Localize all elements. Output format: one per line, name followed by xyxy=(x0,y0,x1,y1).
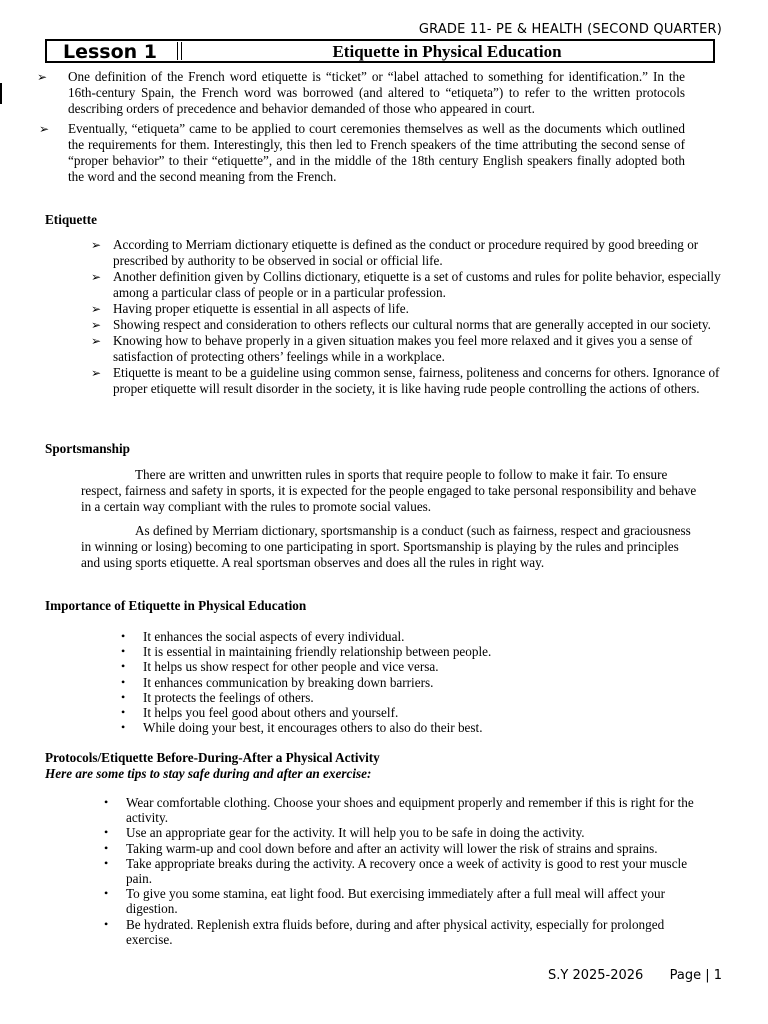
protocols-list xyxy=(104,795,704,947)
arrow-bullet-icon: ➢ xyxy=(91,270,102,284)
list-item: • It helps us show respect for other people and vice versa. xyxy=(121,659,439,675)
intro-paragraph xyxy=(37,69,685,117)
bullet-dot-icon: • xyxy=(104,916,109,931)
arrow-bullet-icon: ➢ xyxy=(91,238,102,252)
list-item: ➢ Another definition given by Collins dictionary, etiquette is a set of customs and rules for polite behavior, especially among a particular class of people or in a particular profession. xyxy=(91,269,721,300)
sportsmanship-body xyxy=(81,467,701,579)
bullet-dot-icon: • xyxy=(104,886,109,901)
arrow-bullet-icon: ➢ xyxy=(91,334,102,348)
bullet-dot-icon: • xyxy=(104,795,109,809)
lesson-number: Lesson 1 xyxy=(63,41,158,63)
list-item: ➢ According to Merriam dictionary etiquette is defined as the conduct or procedure required by good breeding or prescribed by authority to be observed in social or official life. xyxy=(91,237,699,268)
bullet-dot-icon: • xyxy=(104,825,109,840)
intro-text: One definition of the French word etiquette is “ticket” or “label attached to something for identification.” In the 16th-century Spain, the French word was borrowed (and altered to “etiqueta”) to refer to the written protocols describing orders of precedence and behavior demanded of those who appeared in court. xyxy=(68,69,685,116)
list-item: • To give you some stamina, eat light food. But exercising immediately after a full meal will affect your digestion. xyxy=(104,886,665,917)
etiquette-heading: Etiquette xyxy=(45,212,98,227)
list-item: ➢ Showing respect and consideration to others reflects our cultural norms that are generally accepted in our society. xyxy=(91,317,711,332)
footer xyxy=(548,968,722,983)
sportsmanship-paragraph: As defined by Merriam dictionary, sportsmanship is a conduct (such as fairness, respect and graciousness in winning or losing) becoming to one participating in sport. Sportsmanship is playing by the rules and principles and using sports etiquette. A real sportsman observes and does all the rules in right way. xyxy=(81,523,691,570)
bullet-dot-icon: • xyxy=(121,674,126,689)
importance-list xyxy=(121,629,721,735)
bullet-dot-icon: • xyxy=(121,689,126,704)
bullet-dot-icon: • xyxy=(104,840,109,855)
intro-section xyxy=(37,69,685,185)
header-grade: GRADE 11- PE & HEALTH (SECOND QUARTER) xyxy=(418,22,722,37)
list-item: ➢ Knowing how to behave properly in a given situation makes you feel more relaxed and it gives you a sense of satisfaction of protecting others’ feelings while in a workplace. xyxy=(91,333,693,364)
list-item: • It is essential in maintaining friendly relationship between people. xyxy=(121,644,492,660)
list-item: • While doing your best, it encourages others to also do their best. xyxy=(121,720,483,736)
sportsmanship-paragraph: There are written and unwritten rules in sports that require people to follow to make it fair. To ensure respect, fairness and safety in sports, it is expected for the people engaged to take personal responsibility and behave in a certain way compliant with the rules to promote social values. xyxy=(81,467,697,514)
margin-cursor-mark xyxy=(0,83,2,104)
list-item: • It enhances communication by breaking down barriers. xyxy=(121,674,434,690)
bullet-dot-icon: • xyxy=(121,644,126,659)
list-item: • It protects the feelings of others. xyxy=(121,689,314,705)
arrow-bullet-icon: ➢ xyxy=(91,302,102,316)
arrow-bullet-icon: ➢ xyxy=(37,70,48,84)
list-item: • Use an appropriate gear for the activity. It will help you to be safe in doing the activity. xyxy=(104,825,585,841)
importance-heading: Importance of Etiquette in Physical Education xyxy=(45,598,307,613)
intro-paragraph xyxy=(37,121,685,185)
bullet-dot-icon: • xyxy=(121,720,126,735)
protocols-subheading: Here are some tips to stay safe during and after an exercise: xyxy=(45,766,372,781)
arrow-bullet-icon: ➢ xyxy=(39,122,50,136)
bullet-dot-icon: • xyxy=(121,705,126,720)
arrow-bullet-icon: ➢ xyxy=(91,366,102,380)
etiquette-list xyxy=(91,237,725,397)
page-number: Page | 1 xyxy=(669,968,722,983)
bullet-dot-icon: • xyxy=(121,659,126,674)
arrow-bullet-icon: ➢ xyxy=(91,318,102,332)
list-item: • Take appropriate breaks during the activity. A recovery once a week of activity is good to rest your muscle pain. xyxy=(104,855,688,887)
bullet-dot-icon: • xyxy=(121,629,126,643)
list-item: • It enhances the social aspects of every individual. xyxy=(121,629,405,644)
list-item: • Wear comfortable clothing. Choose your shoes and equipment properly and remember if this is right for the activity. xyxy=(104,795,694,826)
school-year: S.Y 2025-2026 xyxy=(548,968,644,983)
protocols-heading: Protocols/Etiquette Before-During-After a Physical Activity xyxy=(45,750,380,765)
intro-text: Eventually, “etiqueta” came to be applied to court ceremonies themselves as well as the documents which outlined the requirements for them. Interestingly, this then led to French speakers of the time attributing the second sense of “proper behavior” to their “etiquette”, and in the middle of the 18th century English speakers finally adopted both the word and the second meaning from the French. xyxy=(68,121,685,184)
bullet-dot-icon: • xyxy=(104,855,109,870)
list-item: • It helps you feel good about others and yourself. xyxy=(121,705,399,721)
lesson-title-box xyxy=(45,39,715,63)
list-item: ➢ Having proper etiquette is essential in all aspects of life. xyxy=(91,301,409,316)
list-item: • Taking warm-up and cool down before and after an activity will lower the risk of strains and sprains. xyxy=(104,840,658,856)
sportsmanship-heading: Sportsmanship xyxy=(45,441,131,456)
lesson-title: Etiquette in Physical Education xyxy=(332,42,562,61)
list-item: • Be hydrated. Replenish extra fluids before, during and after physical activity, especially for prolonged exercise. xyxy=(104,916,665,947)
list-item: ➢ Etiquette is meant to be a guideline using common sense, fairness, politeness and concerns for others. Ignorance of proper etiquette will result disorder in the society, it is like having rude people controlling the actions of others. xyxy=(91,365,720,396)
